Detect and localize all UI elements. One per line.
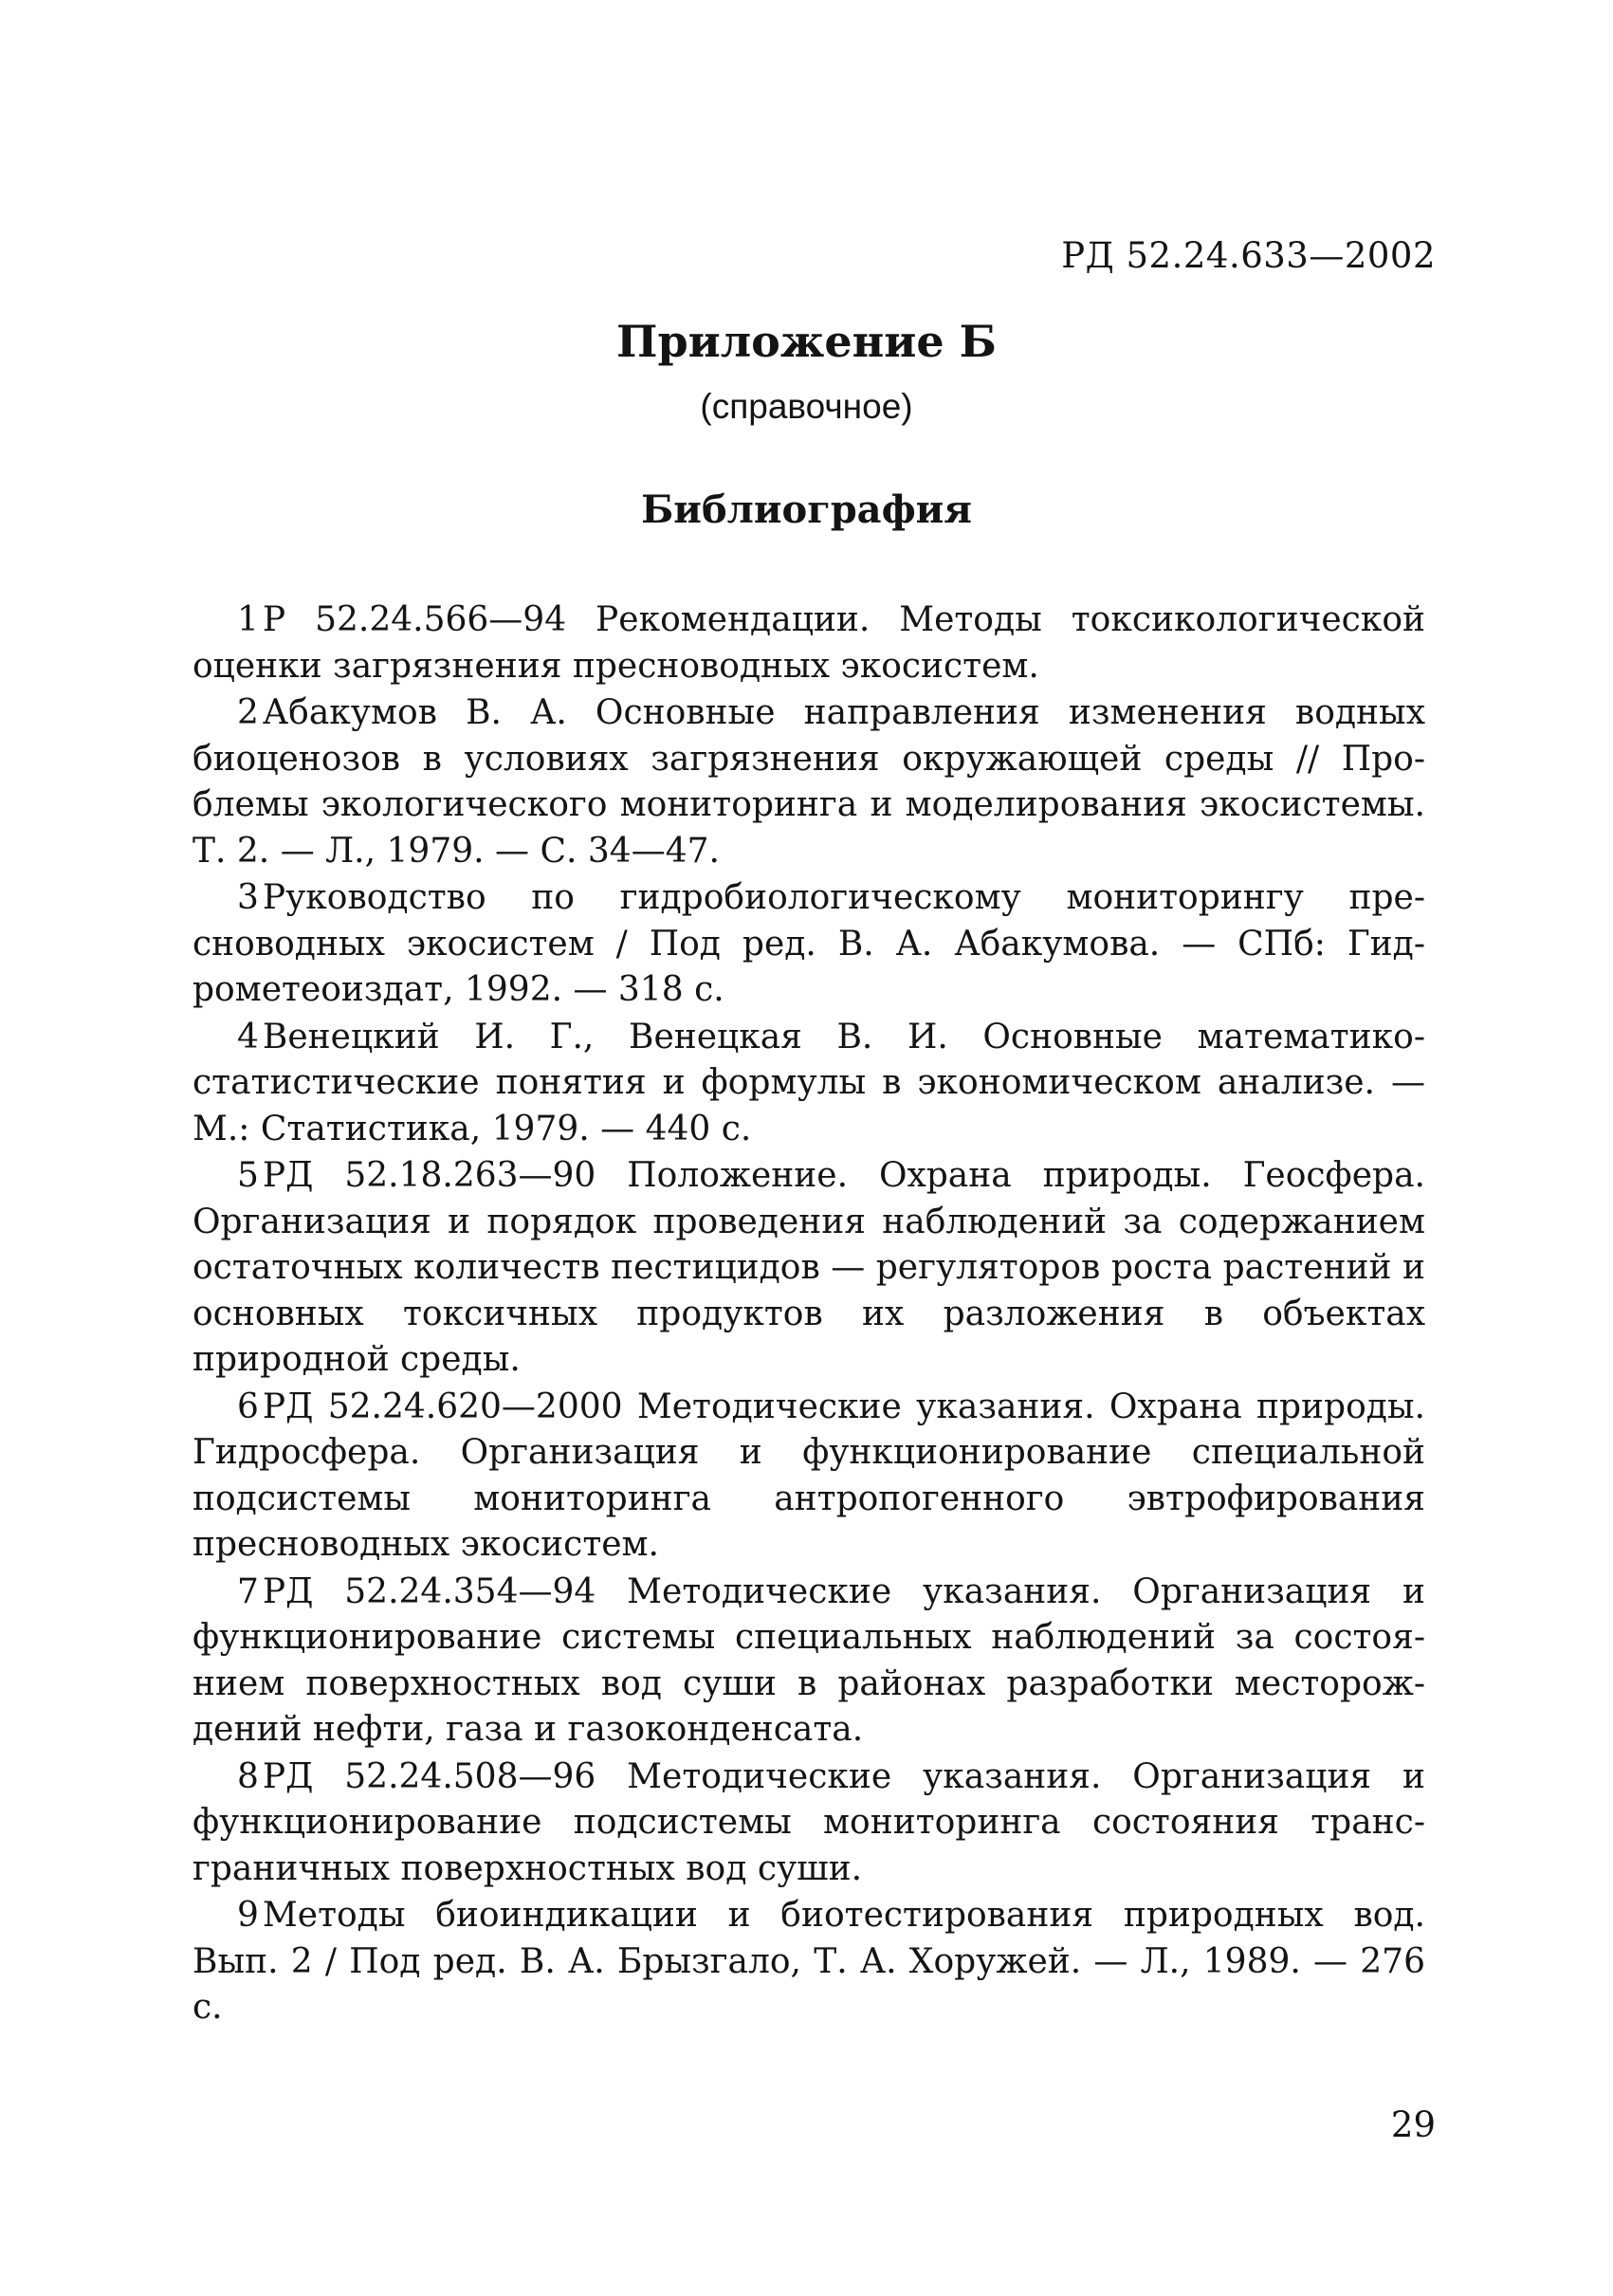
item-number: 1 xyxy=(237,600,259,639)
item-number: 6 xyxy=(237,1387,259,1426)
bibliography-title: Библиография xyxy=(641,487,972,532)
item-number: 4 xyxy=(237,1017,259,1056)
item-number: 8 xyxy=(237,1756,259,1796)
bibliography-item-4 xyxy=(192,1015,1425,1153)
bibliography-list xyxy=(192,597,1425,2032)
document-code: РД 52.24.633—2002 xyxy=(1061,235,1436,276)
item-text: РД 52.24.620—2000 Методические указания. Охрана природы. Гидросфера. Организация и функционирование специальной подсистемы мониторинга антропогенного эвтрофирования пресноводных экосистем. xyxy=(192,1387,1425,1564)
bibliography-item-2 xyxy=(192,690,1425,874)
appendix-subtitle: (справочное) xyxy=(700,387,913,426)
page-number: 29 xyxy=(1390,2104,1436,2145)
item-text: РД 52.18.263—90 Положение. Охрана природы. Геосфера. Организация и порядок проведения наблюдений за содержанием остаточных количеств пестицидов — регуляторов роста растений и основных токсичных продуктов их разложения в объектах природной среды. xyxy=(192,1156,1425,1379)
item-text: РД 52.24.354—94 Методические указания. Организация и функционирование системы специальных наблюдений за состоянием поверхностных вод суши в районах разработки месторождений нефти, газа и газоконденсата. xyxy=(192,1571,1425,1749)
item-text: Методы биоиндикации и биотестирования природных вод. Вып. 2 / Под ред. В. А. Брызгало, Т. А. Хоружей. — Л., 1989. — 276 с. xyxy=(192,1896,1425,2027)
bibliography-item-5 xyxy=(192,1153,1425,1384)
bibliography-item-7 xyxy=(192,1570,1425,1754)
item-number: 7 xyxy=(237,1571,259,1611)
item-number: 9 xyxy=(237,1896,259,1935)
bibliography-item-3 xyxy=(192,875,1425,1014)
item-number: 5 xyxy=(237,1156,259,1195)
item-number: 2 xyxy=(237,693,259,732)
item-text: Абакумов В. А. Основные направления изменения водных биоценозов в условиях загрязнения окружающей среды // Проблемы экологического мониторинга и моделирования экосистемы. Т. 2. — Л., 1979. — С. 34—47. xyxy=(192,693,1425,871)
item-number: 3 xyxy=(237,878,259,917)
bibliography-item-1 xyxy=(192,597,1425,689)
item-text: Р 52.24.566—94 Рекомендации. Методы токсикологической оценки загрязнения пресноводных экосистем. xyxy=(192,600,1425,686)
bibliography-item-6 xyxy=(192,1385,1425,1569)
appendix-title: Приложение Б xyxy=(616,316,997,367)
bibliography-item-9 xyxy=(192,1893,1425,2031)
item-text: РД 52.24.508—96 Методические указания. Организация и функционирование подсистемы мониторинга состояния трансграничных поверхностных вод суши. xyxy=(192,1756,1425,1888)
bibliography-item-8 xyxy=(192,1754,1425,1893)
item-text: Венецкий И. Г., Венецкая В. И. Основные математико-статистические понятия и формулы в экономическом анализе. — М.: Статистика, 1979. — 440 с. xyxy=(192,1017,1425,1148)
item-text: Руководство по гидробиологическому мониторингу пресноводных экосистем / Под ред. В. А. Абакумова. — СПб: Гидрометеоиздат, 1992. — 318 с. xyxy=(192,878,1425,1009)
